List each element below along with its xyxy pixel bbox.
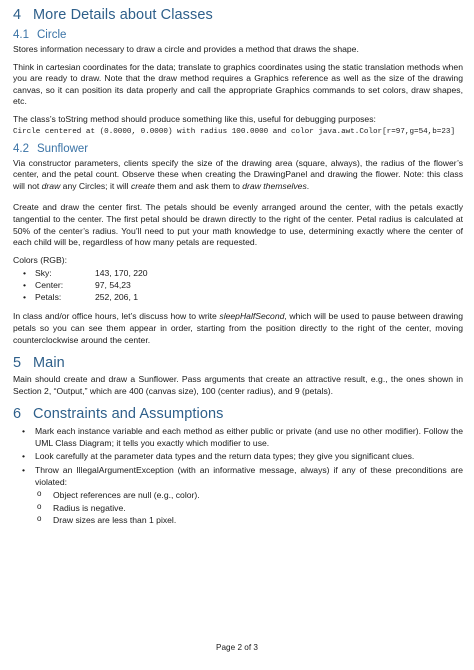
constraint-item — [13, 465, 463, 526]
subsection-circle-heading — [13, 28, 463, 42]
section-5-heading — [13, 354, 463, 372]
color-item-petals — [13, 291, 463, 303]
color-item-center — [13, 279, 463, 291]
constraints-list — [13, 426, 463, 526]
color-item-sky — [13, 267, 463, 279]
document-page — [13, 0, 463, 528]
text-run: any Circles; it will — [60, 180, 131, 191]
tostring-code-sample: Circle centered at (0.0000, 0.0000) with radius 100.0000 and color java.awt.Color[r=97,g=54,b=23] — [13, 127, 456, 136]
section-number: 5 — [13, 355, 22, 372]
color-name: Petals: — [35, 292, 62, 303]
section-4-heading — [13, 6, 463, 24]
sunflower-paragraph-2: Create and draw the center first. The petals should be evenly arranged around the center, with the petals exactly tangential to the center. The first petal should be drawn directly to the right of the center. Petal radius is calculated at 50% of the center’s radius. You’ll need to put your math knowledge to use, determining exactly where the center of each child will be, regardless of how many petals are requested. — [13, 202, 463, 248]
constraint-item: • Mark each instance variable and each method as either public or private (and use no other modifier). Follow the UML Class Diagram; it tells you exactly which modifier to use. — [13, 426, 463, 449]
color-value: 97, 54,23 — [95, 280, 131, 291]
section-title: Main — [33, 355, 65, 372]
text-run: them and ask them to — [154, 180, 243, 191]
colors-list — [13, 267, 463, 303]
emphasis-draw-themselves: draw themselves — [242, 180, 307, 191]
color-name: Center: — [35, 280, 64, 291]
page-footer: Page 2 of 3 — [216, 643, 258, 652]
sunflower-paragraph-3 — [13, 311, 463, 346]
section-title: Constraints and Assumptions — [33, 406, 224, 423]
circle-paragraph-1: Stores information necessary to draw a circle and provides a method that draws the shape. — [13, 44, 359, 54]
text-run: In class and/or office hours, let’s discuss how to write — [13, 311, 220, 322]
circle-paragraph-3: The class’s toString method should produce something like this, useful for debugging purposes: — [13, 113, 376, 124]
precondition-item: o Draw sizes are less than 1 pixel. — [35, 514, 463, 526]
precondition-item: o Object references are null (e.g., color). — [35, 489, 463, 501]
section-title: More Details about Classes — [33, 7, 213, 23]
color-name: Sky: — [35, 268, 52, 279]
color-value: 143, 170, 220 — [95, 268, 148, 279]
constraint-item: • Look carefully at the parameter data types and the return data types; they give you significant clues. — [13, 451, 463, 463]
sunflower-paragraph-1 — [13, 158, 463, 193]
main-paragraph: Main should create and draw a Sunflower. Pass arguments that create an attractive result, e.g., the ones shown in Section 2, “Output,” which are 400 (canvas size), 100 (center radius), and 9 (petals). — [13, 374, 463, 396]
precondition-item: o Radius is negative. — [35, 502, 463, 514]
subsection-sunflower-heading — [13, 142, 463, 156]
subsection-number: 4.1 — [13, 29, 29, 41]
text-run: Via constructor parameters, clients specify the size of the drawing area (square, always), the radius of the flower’s center, and the petal count. Observe these when creating the DrawingPanel and drawing the flower. Note: this class will not — [13, 157, 463, 191]
color-value: 252, 206, 1 — [95, 292, 139, 303]
constraint-text: Throw an IllegalArgumentException (with an informative message, always) if any of these preconditions are violated: — [35, 465, 463, 487]
emphasis-sleep-half-second: sleepHalfSecond — [219, 311, 285, 322]
emphasis-draw: draw — [41, 180, 61, 191]
colors-label: Colors (RGB): — [13, 254, 67, 265]
circle-paragraph-2: Think in cartesian coordinates for the data; translate to graphics coordinates using the static translation methods when you are ready to draw. Note that the draw method requires a Graphics reference as well as the size of the drawing canvas, so it can position its data properly and call the appropriate Graphics commands to set colors, draw shapes, etc. — [13, 61, 463, 107]
subsection-title: Sunflower — [37, 142, 89, 155]
preconditions-list — [35, 489, 463, 526]
section-number: 4 — [13, 7, 22, 23]
subsection-title: Circle — [37, 29, 67, 41]
subsection-number: 4.2 — [13, 142, 29, 155]
text-run: . — [306, 180, 310, 191]
text-run: , which will be used to pause between drawing petals so you can see them appear in order, starting from the position directly to the right of the center, moving counterclockwise around the center. — [13, 311, 463, 345]
section-number: 6 — [13, 406, 22, 423]
emphasis-create: create — [130, 180, 155, 191]
section-6-heading — [13, 405, 463, 423]
